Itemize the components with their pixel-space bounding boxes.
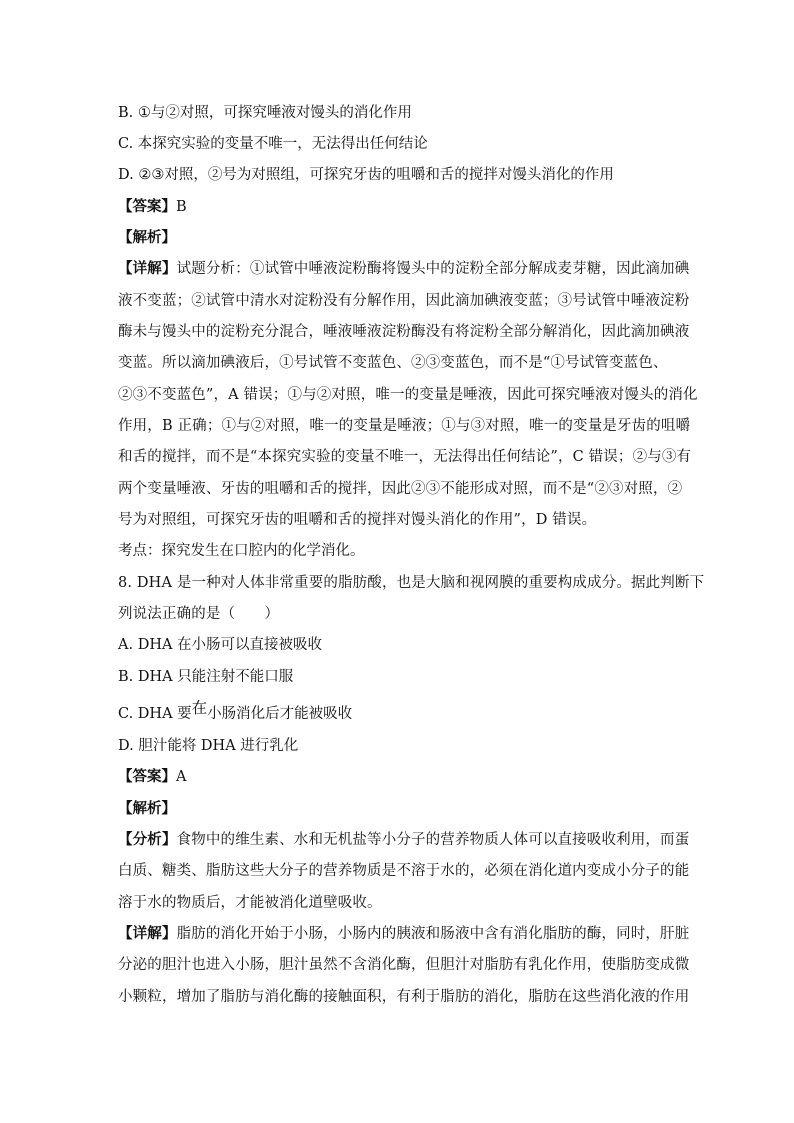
q8-fenxi-line: 溶于水的物质后，才能被消化道壁吸收。 [118, 895, 382, 911]
q7-analysis-label: 【解析】 [118, 229, 176, 246]
q8-answer [118, 767, 186, 787]
option-b: B. ①与②对照，可探究唾液对馒头的消化作用 [118, 105, 412, 121]
q7-detail-line: 和舌的搅拌，而不是“本探究实验的变量不唯一，无法得出任何结论”，C 错误；②与③有 [118, 449, 692, 465]
raised-char: 在 [191, 699, 208, 717]
option-c: C. 本探究实验的变量不唯一，无法得出任何结论 [118, 136, 428, 152]
q8-option-b: B. DHA 只能注射不能口服 [118, 669, 294, 685]
q8-detail-line: 小颗粒，增加了脂肪与消化酶的接触面积，有利于脂肪的消化，脂肪在这些消化液的作用 [118, 989, 690, 1005]
q7-detail-line: 号为对照组，可探究牙齿的咀嚼和舌的搅拌对馒头消化的作用”，D 错误。 [118, 512, 597, 528]
q8-detail-line: 【详解】脂肪的消化开始于小肠，小肠内的胰液和肠液中含有消化脂肪的酶，同时，肝脏 [118, 925, 690, 942]
q8-fenxi-line: 白质、糖类、脂肪这些大分子的营养物质是不溶于水的，必须在消化道内变成小分子的能 [118, 863, 690, 879]
q8-option-a: A. DHA 在小肠可以直接被吸收 [118, 637, 323, 653]
q7-detail-line: 酶未与馒头中的淀粉充分混合，唾液唾液淀粉酶没有将淀粉全部分解消化，因此滴加碘液 [118, 324, 690, 340]
detail-label: 【详解】 [118, 260, 177, 277]
q8-option-d: D. 胆汁能将 DHA 进行乳化 [118, 738, 299, 754]
answer-label: 【答案】 [118, 198, 176, 215]
q8-analysis-label: 【解析】 [118, 800, 176, 817]
q7-answer [118, 197, 187, 217]
q8-stem-line: 列说法正确的是（ ） [118, 606, 280, 622]
q8-option-c: C. DHA 要在小肠消化后才能被吸收 [118, 699, 353, 722]
q7-detail-line: ②③不变蓝色”，A 错误；①与②对照，唯一的变量是唾液，因此可探究唾液对馒头的消化 [118, 387, 698, 403]
q7-detail-line: 作用，B 正确；①与②对照，唯一的变量是唾液；①与③对照，唯一的变量是牙齿的咀嚼 [118, 418, 691, 434]
q8-fenxi-line: 【分析】食物中的维生素、水和无机盐等小分子的营养物质人体可以直接吸收利用，而蛋 [118, 831, 690, 848]
q7-detail-line: 【详解】试题分析：①试管中唾液淀粉酶将馒头中的淀粉全部分解成麦芽糖，因此滴加碘 [118, 260, 690, 277]
answer-label: 【答案】 [118, 768, 176, 785]
q8-stem-line: 8. DHA 是一种对人体非常重要的脂肪酸，也是大脑和视网膜的重要构成成分。据此判断下 [118, 575, 705, 591]
detail-label: 【详解】 [118, 925, 177, 942]
q7-detail-line: 两个变量唾液、牙齿的咀嚼和舌的搅拌，因此②③不能形成对照，而不是“②③对照，② [118, 481, 683, 497]
answer-value: B [176, 199, 187, 215]
q8-detail-line: 分泌的胆汁也进入小肠，胆汁虽然不含消化酶，但胆汁对脂肪有乳化作用，使脂肪变成微 [118, 957, 690, 973]
q7-detail-line: 变蓝。所以滴加碘液后，①号试管不变蓝色、②③变蓝色，而不是“①号试管变蓝色、 [118, 355, 668, 371]
option-d: D. ②③对照，②号为对照组，可探究牙齿的咀嚼和舌的搅拌对馒头消化的作用 [118, 167, 614, 183]
answer-value: A [176, 769, 187, 785]
q7-kaodian: 考点：探究发生在口腔内的化学消化。 [118, 543, 365, 559]
q7-detail-line: 液不变蓝；②试管中清水对淀粉没有分解作用，因此滴加碘液变蓝；③号试管中唾液淀粉 [118, 293, 690, 309]
fenxi-label: 【分析】 [118, 831, 177, 848]
